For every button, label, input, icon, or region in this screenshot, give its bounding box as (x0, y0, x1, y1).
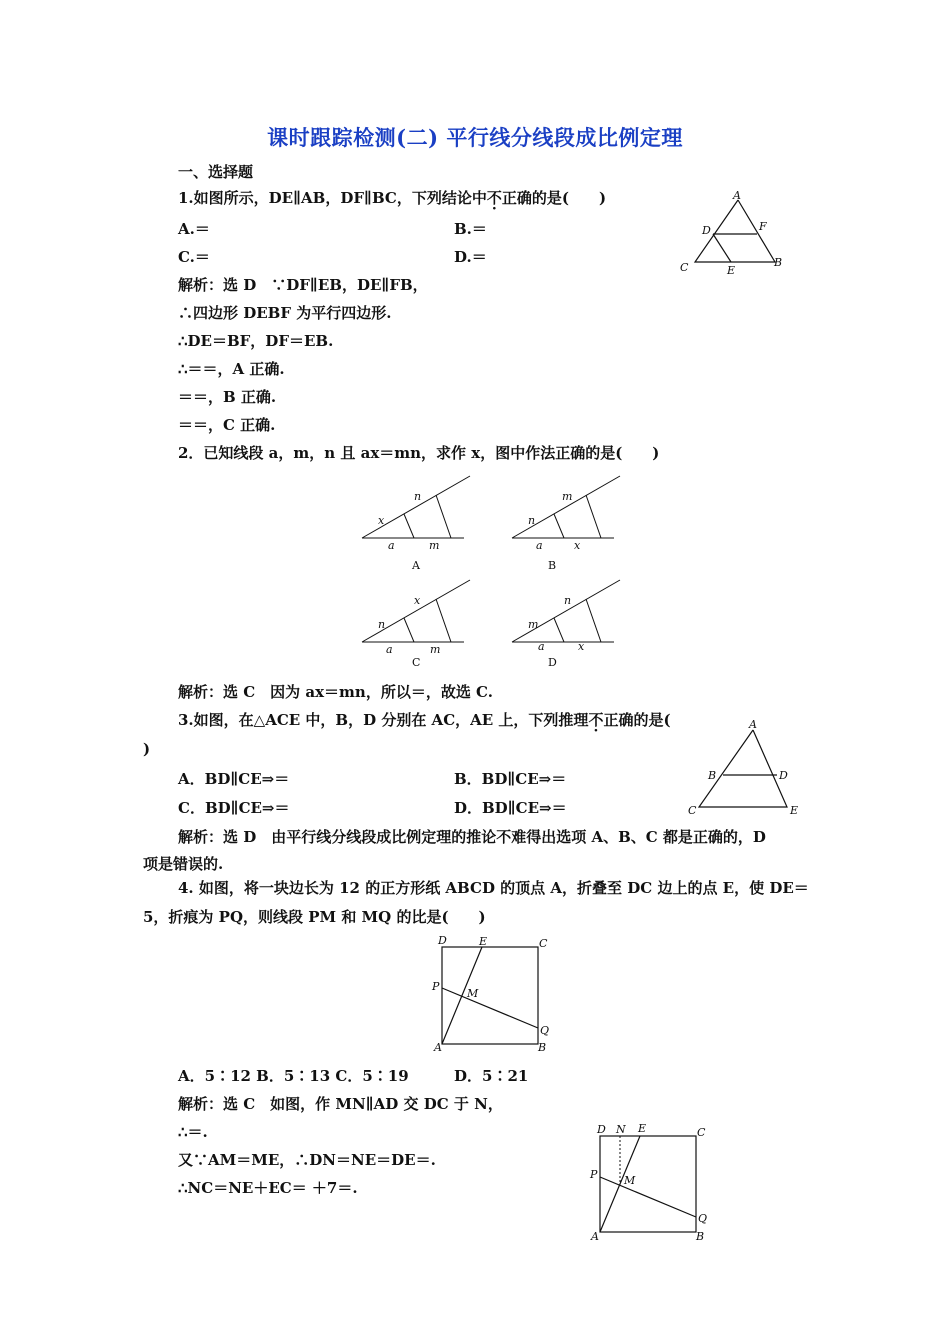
section-heading: 一、选择题 (178, 163, 254, 181)
fig-label: D (597, 1123, 606, 1136)
q4-square-figure (430, 930, 560, 1055)
q2-figure-b (508, 472, 628, 577)
fig-label: B (538, 1041, 547, 1054)
q3-stem: 3.如图，在△ACE 中，B，D 分别在 AC，AE 上，下列推理不正确的是( (178, 711, 671, 729)
q1-stem: 1.如图所示，DE∥AB，DF∥BC，下列结论中不正确的是( ) (178, 189, 607, 207)
fig-label: E (727, 264, 736, 277)
q3-triangle-figure (683, 716, 803, 816)
q1-solution-line: ＝＝，B 正确. (178, 388, 277, 406)
q2-figure-c (358, 576, 478, 676)
q2-label: n (564, 594, 572, 607)
q3-solution: 解析：选 D 由平行线分线段成比例定理的推论不难得出选项 A、B、C 都是正确的，D (178, 828, 766, 846)
fig-label: D (702, 224, 711, 237)
fig-label: A (749, 718, 757, 731)
fig-label: M (624, 1174, 636, 1187)
q1-option-b: B.＝ (454, 220, 487, 238)
q2-figure-d (508, 576, 628, 676)
q2-caption: D (548, 656, 557, 669)
q1-solution-line: 解析：选 D ∵DF∥EB，DE∥FB， (178, 276, 428, 294)
fig-label: F (759, 220, 767, 233)
q3-option-b: B．BD∥CE⇒＝ (454, 770, 567, 788)
q2-label: x (378, 514, 385, 527)
fig-label: M (467, 987, 479, 1000)
q4-options: A．5∶12 B．5∶13 C．5∶19 (178, 1067, 409, 1085)
q4-solution-line: ∴NC＝NE＋EC＝ ＋7＝. (178, 1179, 358, 1197)
fig-label: A (434, 1041, 442, 1054)
fig-label: D (438, 934, 447, 947)
q1-solution-line: ∴＝＝，A 正确. (178, 360, 285, 378)
fig-label: C (680, 261, 689, 274)
q2-label: a (538, 640, 545, 653)
fig-label: P (432, 980, 440, 993)
q2-label: m (430, 643, 441, 656)
q2-label: n (378, 618, 386, 631)
q2-label: m (562, 490, 573, 503)
fig-label: D (779, 769, 788, 782)
fig-label: E (790, 804, 799, 817)
q3-option-c: C．BD∥CE⇒＝ (178, 799, 290, 817)
fig-label: E (479, 935, 488, 948)
q1-option-a: A.＝ (178, 220, 210, 238)
q2-label: x (578, 640, 585, 653)
q2-label: n (414, 490, 422, 503)
q2-solution: 解析：选 C 因为 ax＝mn，所以＝，故选 C. (178, 683, 493, 701)
q4-solution-line: 又∵AM＝ME，∴DN＝NE＝DE＝. (178, 1151, 436, 1169)
fig-label: B (708, 769, 717, 782)
q4-stem-cont: 5，折痕为 PQ，则线段 PM 和 MQ 的比是( ) (143, 908, 486, 926)
q1-solution-line: ＝＝，C 正确. (178, 416, 276, 434)
q2-caption: B (548, 559, 557, 572)
fig-label: A (733, 189, 741, 202)
fig-label: C (539, 937, 548, 950)
fig-label: Q (540, 1024, 550, 1037)
q2-label: a (386, 643, 393, 656)
fig-label: B (774, 256, 783, 269)
q4-solution-figure (588, 1120, 718, 1245)
fig-label: C (688, 804, 697, 817)
q1-option-c: C.＝ (178, 248, 210, 266)
q1-solution-line: ∴DE＝BF，DF＝EB. (178, 332, 334, 350)
page-title: 课时跟踪检测(二) 平行线分线段成比例定理 (267, 125, 683, 150)
q4-solution-line: 解析：选 C 如图，作 MN∥AD 交 DC 于 N， (178, 1095, 503, 1113)
q2-label: m (429, 539, 440, 552)
fig-label: E (638, 1122, 647, 1135)
q3-option-a: A．BD∥CE⇒＝ (178, 770, 290, 788)
q2-caption: C (412, 656, 421, 669)
q1-option-d: D.＝ (454, 248, 487, 266)
q2-label: x (414, 594, 421, 607)
q3-option-d: D．BD∥CE⇒＝ (454, 799, 567, 817)
q1-triangle-figure (675, 188, 795, 278)
q2-caption: A (412, 559, 420, 572)
fig-label: P (590, 1168, 598, 1181)
q3-solution-cont: 项是错误的. (143, 855, 224, 873)
q2-label: a (536, 539, 543, 552)
q2-label: x (574, 539, 581, 552)
q2-figure-a (358, 472, 478, 577)
q4-solution-line: ∴＝. (178, 1123, 208, 1141)
q2-label: m (528, 618, 539, 631)
q3-stem-close: ) (143, 740, 151, 758)
q2-label: a (388, 539, 395, 552)
fig-label: Q (698, 1212, 708, 1225)
q1-solution-line: ∴四边形 DEBF 为平行四边形. (178, 304, 392, 322)
q4-option-d: D．5∶21 (454, 1067, 529, 1085)
q4-stem: 4. 如图，将一块边长为 12 的正方形纸 ABCD 的顶点 A，折叠至 DC 边上的点 E，使 DE＝ (178, 879, 809, 897)
fig-label: N (616, 1123, 626, 1136)
q2-label: n (528, 514, 536, 527)
fig-label: C (697, 1126, 706, 1139)
q2-stem: 2．已知线段 a，m，n 且 ax＝mn，求作 x，图中作法正确的是( ) (178, 444, 660, 462)
fig-label: A (591, 1230, 599, 1243)
fig-label: B (696, 1230, 705, 1243)
